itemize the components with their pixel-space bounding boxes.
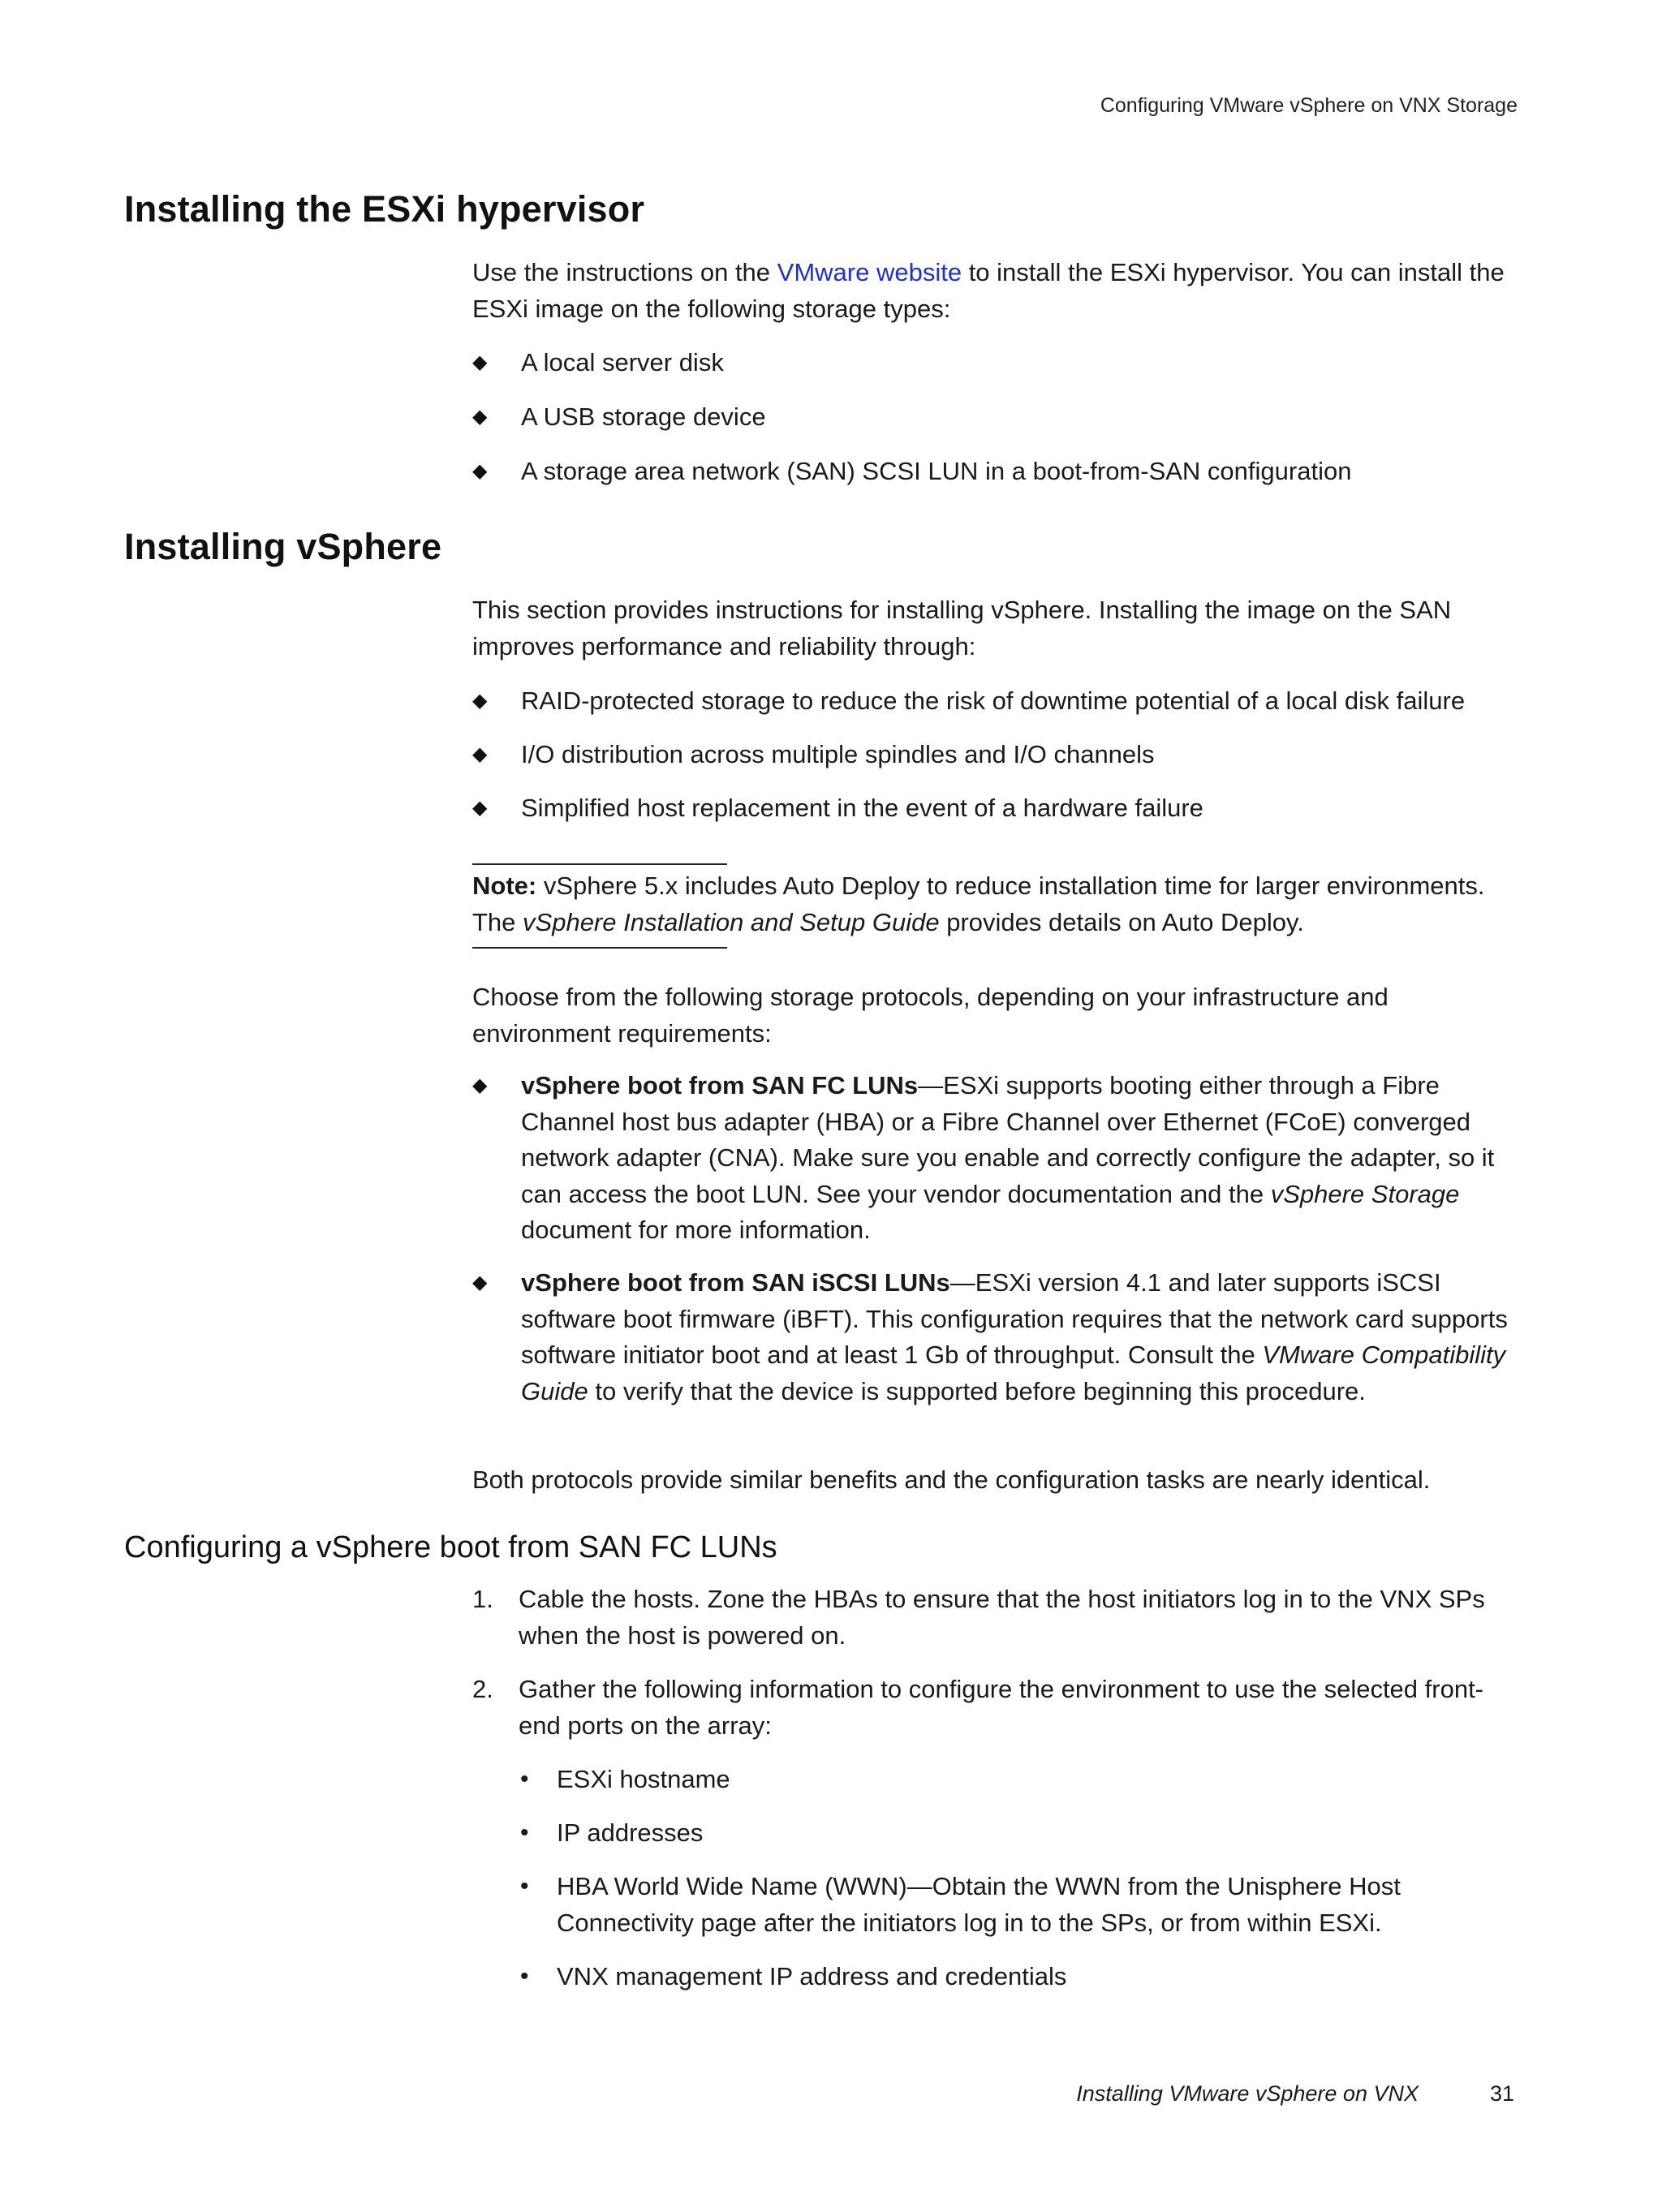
note-guide-title: vSphere Installation and Setup Guide [523, 907, 940, 936]
note-text-post: provides details on Auto Deploy. [939, 907, 1304, 936]
list-item-text: A storage area network (SAN) SCSI LUN in a boot-from-SAN configuration [521, 457, 1352, 485]
list-item-text: RAID-protected storage to reduce the risk of downtime potential of a local disk failure [521, 686, 1466, 715]
subsection-title-fc: Configuring a vSphere boot from SAN FC LUNs [124, 1530, 777, 1564]
esxi-intro [472, 255, 1519, 327]
step-text: Cable the hosts. Zone the HBAs to ensure that the host initiators log in to the VNX SPs when the host is powered on. [519, 1585, 1485, 1650]
diamond-bullet-icon: ◆ [472, 690, 488, 712]
sub-list-item-text: HBA World Wide Name (WWN)—Obtain the WWN from the Unisphere Host Connectivity page after the initiators log in to the SPs, or from within ESXi. [557, 1872, 1401, 1937]
note-text-pre: vSphere 5.x includes Auto Deploy to reduce installation time for larger environments. The [472, 871, 1485, 936]
step-number: 1. [472, 1585, 493, 1613]
diamond-bullet-icon: ◆ [472, 1272, 488, 1293]
both-protocols [472, 1462, 1519, 1499]
protocol-iscsi-doc: VMware Compatibility Guide [521, 1341, 1506, 1405]
running-header: Configuring VMware vSphere on VNX Storage [1100, 94, 1518, 117]
diamond-bullet-icon: ◆ [472, 460, 488, 482]
step-number: 2. [472, 1675, 493, 1703]
diamond-bullet-icon: ◆ [472, 743, 488, 765]
protocol-fc-desc-post: document for more information. [521, 1216, 871, 1244]
section-title-esxi: Installing the ESXi hypervisor [124, 188, 645, 230]
list-item-text [521, 1265, 1519, 1409]
bullet-icon: • [520, 1963, 529, 1990]
diamond-bullet-icon: ◆ [472, 797, 488, 819]
bullet-icon: • [520, 1766, 529, 1792]
esxi-intro-pre: Use the instructions on the [472, 258, 777, 286]
protocol-fc-desc-pre: —ESXi supports booting either through a Fibre Channel host bus adapter (HBA) or a Fibre Channel over Ethernet (FCoE) converged network adapter (CNA). Make sure you enable and correctly configure the adapter, so it can access the boot LUN. See your vendor documentation and the [521, 1071, 1495, 1208]
list-item-text: Simplified host replacement in the event of a hardware failure [521, 794, 1203, 822]
sub-list-item-text: IP addresses [557, 1818, 704, 1847]
choose-protocols-text: Choose from the following storage protocols, depending on your infrastructure and environment requirements: [472, 983, 1389, 1048]
diamond-bullet-icon: ◆ [472, 406, 488, 428]
both-protocols-text: Both protocols provide similar benefits and the configuration tasks are nearly identical. [472, 1465, 1431, 1494]
esxi-intro-post: to install the ESXi hypervisor. You can install the ESXi image on the following storage types: [472, 258, 1505, 323]
vsphere-intro [472, 592, 1519, 665]
protocol-iscsi-desc-post: to verify that the device is supported before beginning this procedure. [588, 1376, 1366, 1405]
bullet-icon: • [520, 1819, 529, 1846]
footer-title: Installing VMware vSphere on VNX [1076, 2081, 1419, 2106]
bullet-icon: • [520, 1873, 529, 1900]
page-number: 31 [1489, 2081, 1514, 2106]
diamond-bullet-icon: ◆ [472, 351, 488, 373]
vmware-website-link[interactable]: VMware website [777, 258, 962, 286]
diamond-bullet-icon: ◆ [472, 1074, 488, 1096]
note [472, 868, 1519, 940]
choose-protocols [472, 979, 1519, 1052]
protocol-iscsi-desc-pre: —ESXi version 4.1 and later supports iSCSI software boot firmware (iBFT). This configuration requires that the network card supports software initiator boot and at least 1 Gb of throughput. Consult the [521, 1268, 1508, 1369]
protocol-iscsi-title: vSphere boot from SAN iSCSI LUNs [521, 1268, 950, 1297]
protocol-fc-doc: vSphere Storage [1270, 1179, 1460, 1208]
note-label: Note: [472, 871, 537, 900]
note-top-rule [472, 863, 727, 865]
list-item-text: A local server disk [521, 348, 724, 377]
list-item-text [521, 1068, 1519, 1249]
section-title-vsphere: Installing vSphere [124, 526, 442, 567]
note-bottom-rule [472, 947, 727, 949]
sub-list-item-text: VNX management IP address and credentials [557, 1962, 1067, 1990]
step-text: Gather the following information to configure the environment to use the selected front-end ports on the array: [519, 1675, 1484, 1740]
list-item-text: A USB storage device [521, 402, 766, 431]
sub-list-item-text: ESXi hostname [557, 1765, 730, 1793]
protocol-fc-title: vSphere boot from SAN FC LUNs [521, 1071, 919, 1100]
list-item-text: I/O distribution across multiple spindles and I/O channels [521, 740, 1155, 768]
vsphere-intro-text: This section provides instructions for installing vSphere. Installing the image on the SAN improves performance and reliability through: [472, 596, 1452, 661]
